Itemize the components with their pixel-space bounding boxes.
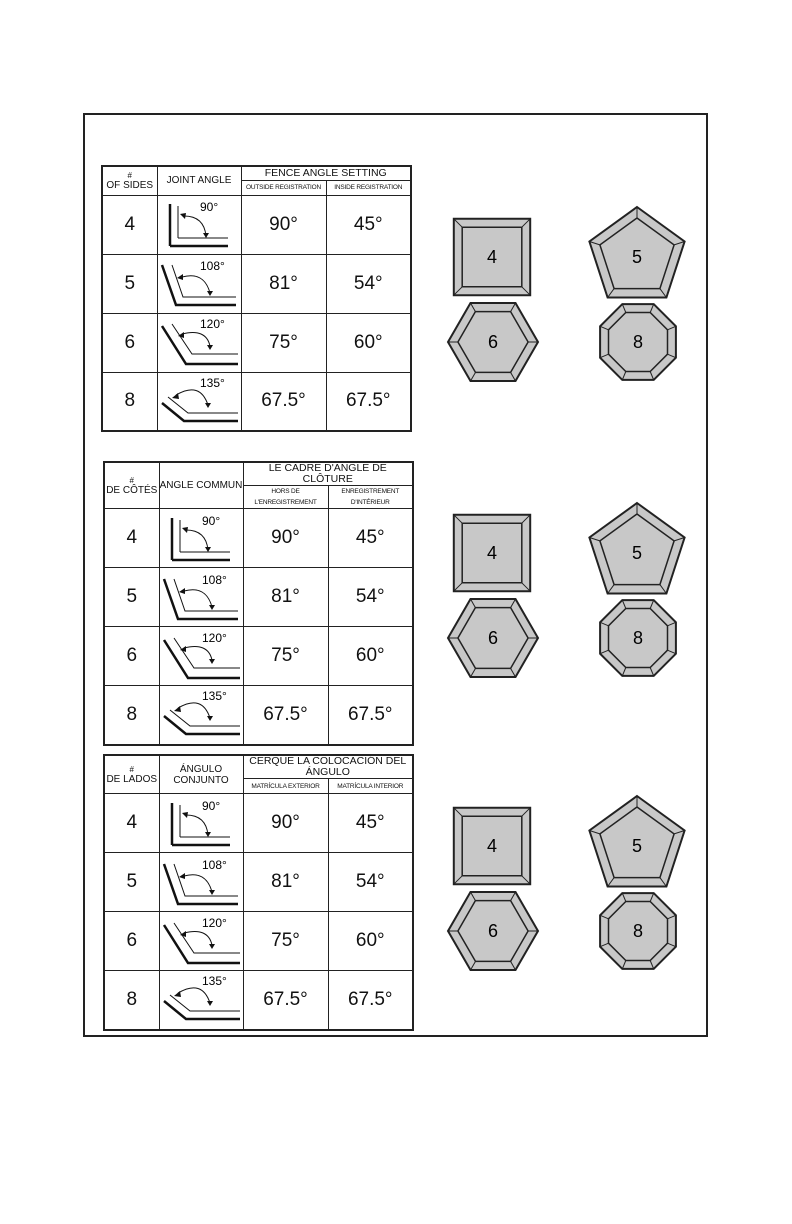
- square-frame: [454, 219, 530, 295]
- svg-text:120°: 120°: [199, 317, 225, 331]
- joint-header: ÁNGULO CONJUNTO: [159, 755, 243, 794]
- sides-cell: 5: [104, 568, 159, 627]
- joint-header: ANGLE COMMUN: [159, 462, 243, 509]
- shape-label: 5: [631, 836, 643, 856]
- frame-shapes: [440, 205, 700, 395]
- hexagon-frame: [448, 303, 538, 381]
- outside-cell: 81°: [243, 568, 328, 627]
- outside-header: OUTSIDE REGISTRATION: [241, 180, 326, 195]
- outside-cell: 75°: [243, 912, 328, 971]
- table-row: [104, 794, 413, 853]
- table-row: [104, 853, 413, 912]
- joint-cell: [157, 195, 241, 254]
- table-row: [102, 313, 411, 372]
- svg-text:120°: 120°: [201, 915, 227, 930]
- shape-label: 6: [487, 628, 499, 648]
- outside-cell: 81°: [243, 853, 328, 912]
- fence-angle-table: [101, 165, 412, 432]
- outside-cell: 90°: [241, 195, 326, 254]
- joint-cell: [157, 372, 241, 431]
- fence-header: LE CADRE D'ANGLE DE CLÔTURE: [243, 462, 413, 486]
- joint-angle-diagram: [160, 854, 242, 911]
- shape-label: 4: [486, 836, 498, 856]
- pentagon-frame: [589, 796, 684, 887]
- shape-label: 4: [486, 247, 498, 267]
- inside-cell: 54°: [328, 853, 413, 912]
- outside-cell: 67.5°: [243, 971, 328, 1030]
- frame-shapes: [440, 794, 700, 984]
- joint-angle-diagram: [158, 373, 240, 430]
- outside-cell: 75°: [241, 313, 326, 372]
- joint-cell: [159, 627, 243, 686]
- frame-shapes: [440, 501, 700, 691]
- joint-cell: [159, 509, 243, 568]
- square-frame: [454, 808, 530, 884]
- joint-angle-diagram: [160, 795, 242, 852]
- sides-cell: 8: [104, 971, 159, 1030]
- sides-cell: 6: [102, 313, 157, 372]
- sides-cell: 6: [104, 627, 159, 686]
- pentagon-frame: [589, 207, 684, 298]
- sides-cell: 5: [104, 853, 159, 912]
- sides-cell: 5: [102, 254, 157, 313]
- inside-cell: 60°: [328, 627, 413, 686]
- outside-cell: 90°: [243, 794, 328, 853]
- joint-header: JOINT ANGLE: [157, 166, 241, 195]
- joint-angle-diagram: [160, 686, 242, 743]
- pentagon-frame: [589, 503, 684, 594]
- table-row: [104, 686, 413, 745]
- svg-text:108°: 108°: [201, 572, 227, 587]
- joint-cell: [159, 568, 243, 627]
- table-row: [102, 195, 411, 254]
- shape-label: 4: [486, 543, 498, 563]
- joint-cell: [159, 686, 243, 745]
- shape-label: 6: [487, 921, 499, 941]
- shape-label: 8: [632, 628, 644, 648]
- joint-cell: [159, 853, 243, 912]
- joint-cell: [159, 912, 243, 971]
- outside-header: HORS DE L'ENREGISTREMENT: [243, 486, 328, 509]
- outside-cell: 81°: [241, 254, 326, 313]
- joint-angle-diagram: [160, 628, 242, 685]
- octagon-frame: [600, 893, 676, 969]
- inside-cell: 60°: [326, 313, 411, 372]
- sides-header: # DE CÔTÉS: [104, 462, 159, 509]
- svg-text:90°: 90°: [201, 798, 220, 813]
- svg-text:135°: 135°: [201, 974, 227, 989]
- sides-cell: 4: [104, 509, 159, 568]
- table-row: [104, 568, 413, 627]
- table-row: [102, 254, 411, 313]
- joint-angle-diagram: [158, 314, 240, 371]
- inside-cell: 45°: [326, 195, 411, 254]
- inside-cell: 60°: [328, 912, 413, 971]
- joint-cell: [157, 313, 241, 372]
- svg-text:135°: 135°: [199, 375, 225, 390]
- joint-angle-diagram: [160, 569, 242, 626]
- inside-cell: 45°: [328, 509, 413, 568]
- square-frame: [454, 515, 530, 591]
- outside-cell: 90°: [243, 509, 328, 568]
- octagon-frame: [600, 304, 676, 380]
- outside-cell: 67.5°: [243, 686, 328, 745]
- inside-cell: 67.5°: [328, 971, 413, 1030]
- table-row: [104, 509, 413, 568]
- svg-text:108°: 108°: [201, 857, 227, 872]
- svg-text:135°: 135°: [201, 689, 227, 704]
- fence-header: CERQUE LA COLOCACIÓN DEL ÁNGULO: [243, 755, 413, 779]
- joint-cell: [159, 794, 243, 853]
- outside-cell: 75°: [243, 627, 328, 686]
- octagon-frame: [600, 600, 676, 676]
- sides-header: # OF SIDES: [102, 166, 157, 195]
- sides-cell: 8: [102, 372, 157, 431]
- inside-cell: 54°: [328, 568, 413, 627]
- inside-cell: 54°: [326, 254, 411, 313]
- shape-label: 8: [632, 332, 644, 352]
- svg-text:90°: 90°: [199, 200, 218, 214]
- svg-text:90°: 90°: [201, 513, 220, 528]
- svg-text:108°: 108°: [199, 259, 225, 273]
- shape-label: 6: [487, 332, 499, 352]
- outside-cell: 67.5°: [241, 372, 326, 431]
- inside-cell: 67.5°: [326, 372, 411, 431]
- joint-cell: [159, 971, 243, 1030]
- fence-header: FENCE ANGLE SETTING: [241, 166, 411, 180]
- sides-cell: 4: [104, 794, 159, 853]
- hexagon-frame: [448, 892, 538, 970]
- shape-label: 5: [631, 543, 643, 563]
- inside-header: MATRÍCULA INTERIOR: [328, 779, 413, 794]
- table-row: [102, 372, 411, 431]
- inside-cell: 45°: [328, 794, 413, 853]
- fence-angle-table: [103, 754, 414, 1031]
- svg-text:120°: 120°: [201, 630, 227, 645]
- shape-label: 5: [631, 247, 643, 267]
- sides-cell: 4: [102, 195, 157, 254]
- sides-cell: 8: [104, 686, 159, 745]
- joint-angle-diagram: [158, 255, 240, 312]
- hexagon-frame: [448, 599, 538, 677]
- sides-cell: 6: [104, 912, 159, 971]
- table-row: [104, 627, 413, 686]
- outside-header: MATRÍCULA EXTERIOR: [243, 779, 328, 794]
- inside-header: INSIDE REGISTRATION: [326, 180, 411, 195]
- inside-header: ENREGISTREMENT D'INTÉRIEUR: [328, 486, 413, 509]
- joint-angle-diagram: [160, 971, 242, 1028]
- table-row: [104, 912, 413, 971]
- inside-cell: 67.5°: [328, 686, 413, 745]
- joint-angle-diagram: [160, 913, 242, 970]
- joint-angle-diagram: [160, 510, 242, 567]
- shape-label: 8: [632, 921, 644, 941]
- joint-angle-diagram: [158, 196, 240, 253]
- fence-angle-table: [103, 461, 414, 746]
- joint-cell: [157, 254, 241, 313]
- sides-header: # DE LADOS: [104, 755, 159, 794]
- table-row: [104, 971, 413, 1030]
